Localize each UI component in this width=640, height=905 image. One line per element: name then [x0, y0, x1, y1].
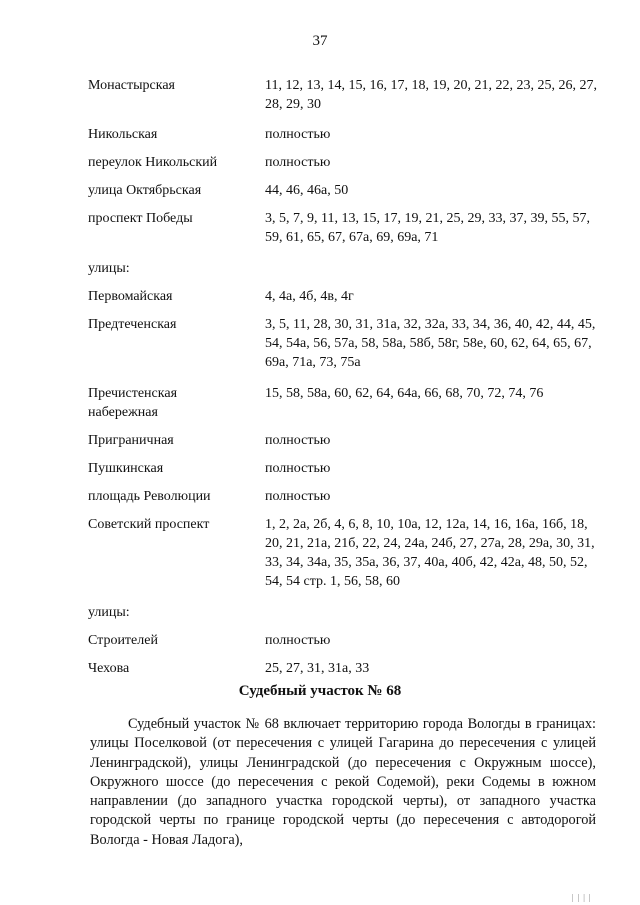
street-row	[88, 431, 608, 450]
house-numbers: 44, 46, 46а, 50	[265, 183, 349, 198]
street-name: площадь Революции	[88, 489, 211, 504]
street-name: проспект Победы	[88, 211, 193, 226]
street-name: Предтеченская	[88, 317, 177, 332]
house-numbers: полностью	[265, 489, 331, 504]
house-numbers: 4, 4а, 4б, 4в, 4г	[265, 289, 354, 304]
street-row	[88, 76, 608, 114]
street-row	[88, 459, 608, 478]
street-name: Пушкинская	[88, 461, 164, 476]
street-name: улицы:	[88, 605, 130, 620]
street-row	[88, 384, 608, 422]
street-row	[88, 315, 608, 372]
street-name: Монастырская	[88, 78, 176, 93]
house-numbers: полностью	[265, 155, 331, 170]
street-name: Советский проспект	[88, 517, 210, 532]
street-name: Приграничная	[88, 433, 174, 448]
street-name: Пречистенская набережная	[88, 386, 178, 420]
street-row	[88, 287, 608, 306]
street-row	[88, 209, 608, 247]
house-numbers: 11, 12, 13, 14, 15, 16, 17, 18, 19, 20, 21, 22, 23, 25, 26, 27, 28, 29, 30	[265, 78, 597, 112]
house-numbers: 3, 5, 11, 28, 30, 31, 31а, 32, 32а, 33, 34, 36, 40, 42, 44, 45, 54, 54а, 56, 57а, 58, 58а, 58б, 58г, 58е, 60, 62, 64, 65, 67, 69а, 71а, 73, 75а	[265, 317, 596, 370]
house-numbers: полностью	[265, 127, 331, 142]
section-label-streets	[88, 259, 608, 278]
section-label-streets	[88, 603, 608, 622]
page-number: 37	[312, 33, 328, 49]
street-row	[88, 125, 608, 144]
house-numbers: 15, 58, 58а, 60, 62, 64, 64а, 66, 68, 70, 72, 74, 76	[265, 386, 544, 401]
street-name: переулок Никольский	[88, 155, 218, 170]
street-name: улица Октябрьская	[88, 183, 202, 198]
street-row	[88, 631, 608, 650]
house-numbers: полностью	[265, 433, 331, 448]
scan-marks: | | | |	[572, 893, 592, 902]
street-name: улицы:	[88, 261, 130, 276]
street-name: Строителей	[88, 633, 158, 648]
street-row	[88, 515, 608, 591]
house-numbers: 1, 2, 2а, 2б, 4, 6, 8, 10, 10а, 12, 12а, 14, 16, 16а, 16б, 18, 20, 21, 21а, 21б, 22, 24, 24а, 24б, 27, 27а, 28, 29а, 30, 31, 33, 34, 34а, 35, 35а, 36, 37, 40а, 40б, 42, 42а, 48, 50, 52, 54, 54 стр. 1, 56, 58, 60	[265, 517, 595, 589]
street-row	[88, 659, 608, 678]
house-numbers: полностью	[265, 461, 331, 476]
house-numbers: полностью	[265, 633, 331, 648]
street-row	[88, 487, 608, 506]
street-name: Первомайская	[88, 289, 173, 304]
section-heading: Судебный участок № 68	[238, 683, 402, 699]
street-name: Чехова	[88, 661, 130, 676]
house-numbers: 25, 27, 31, 31а, 33	[265, 661, 370, 676]
section-paragraph: Судебный участок № 68 включает территорию города Вологды в границах: улицы Поселковой (от пересечения с улицей Гагарина до пересечения с улицей Ленинградской), улицы Ленинградской (до пересечения с Окружным шоссе), Окружного шоссе (до пересечения с рекой Содемой), реки Содемы в южном направлении (до западного участка городской черты), от западного участка городской черты по границе городской черты (до пересечения с автодорогой Вологда - Новая Ладога),	[90, 716, 596, 848]
street-row	[88, 181, 608, 200]
street-list	[88, 76, 608, 678]
street-name: Никольская	[88, 127, 158, 142]
house-numbers: 3, 5, 7, 9, 11, 13, 15, 17, 19, 21, 25, 29, 33, 37, 39, 55, 57, 59, 61, 65, 67, 67а, 69, 69а, 71	[265, 211, 590, 245]
street-row	[88, 153, 608, 172]
